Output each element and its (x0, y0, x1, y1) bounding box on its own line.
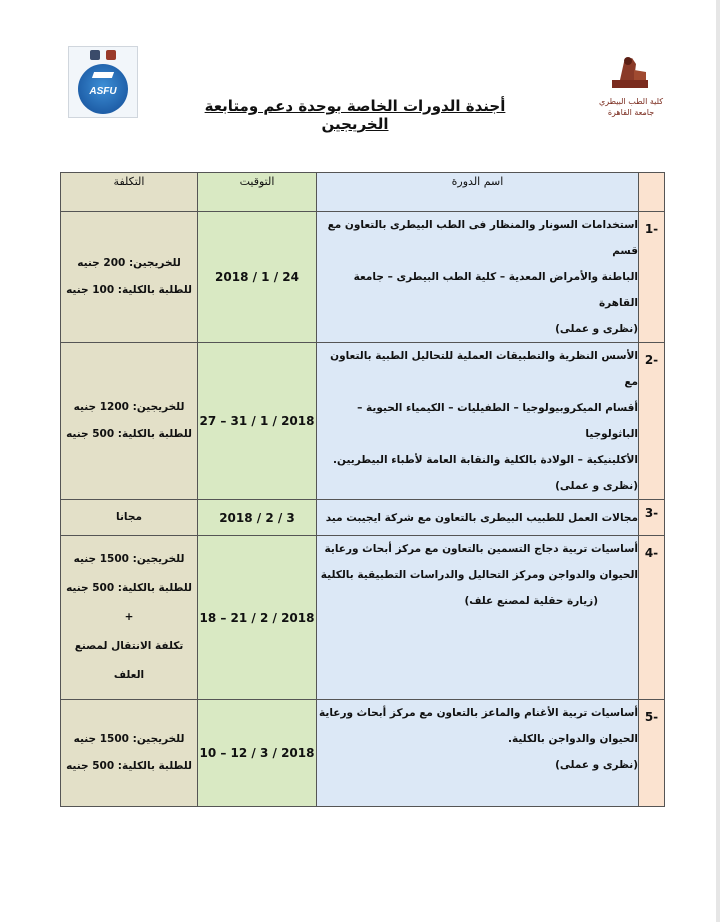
course-name (317, 536, 639, 700)
cost-line: للخريجين: 1500 جنيه (73, 733, 185, 745)
course-name-line: (نظرى و عملى) (555, 323, 638, 335)
cost-line: العلف (113, 669, 145, 681)
faculty-caption-line: جامعة القاهرة (607, 108, 655, 117)
course-cost (61, 212, 198, 343)
row-number (639, 700, 665, 807)
course-date: 18 – 21 / 2 / 2018 (198, 536, 317, 700)
table-row (61, 500, 665, 536)
asfu-logo (68, 46, 138, 118)
course-date: 2018 / 2 / 3 (198, 500, 317, 536)
faculty-caption-line: كلية الطب البيطري (598, 97, 664, 106)
cost-line: + (124, 611, 134, 623)
course-name-line: الحيوان والدواجن ومركز التحاليل والدراسات التطبيقية بالكلية (320, 569, 638, 581)
course-name (317, 343, 639, 500)
course-cost (61, 500, 198, 536)
table-row (61, 700, 665, 807)
header-time: التوقيت (198, 173, 317, 212)
course-date: 27 – 31 / 1 / 2018 (198, 343, 317, 500)
row-number-text: 3- (644, 506, 659, 520)
cost-line: للخريجين: 1500 جنيه (73, 553, 185, 565)
row-number-text: 5- (644, 710, 659, 724)
course-name-line: استخدامات السونار والمنظار فى الطب البيطرى بالتعاون مع قسم (327, 219, 638, 257)
faculty-caption (598, 96, 664, 118)
course-name-line: الباطنة والأمراض المعدية – كلية الطب البيطرى – جامعة القاهرة (353, 271, 638, 309)
course-name-line: (نظرى و عملى) (555, 480, 638, 492)
faculty-logo (598, 44, 664, 124)
faculty-sphinx-icon (606, 52, 654, 92)
page-edge (716, 0, 720, 922)
course-cost (61, 343, 198, 500)
course-name-line: الحيوان والدواجن بالكلية. (508, 733, 638, 745)
course-date: 10 – 12 / 3 / 2018 (198, 700, 317, 807)
cost-line: للطلبة بالكلية: 500 جنيه (66, 428, 192, 440)
university-emblem-icon (90, 50, 100, 60)
course-name-line: الأكلينيكية – الولادة بالكلية والنقابة العامة لأطباء البيطريين. (333, 454, 638, 466)
table-row (61, 212, 665, 343)
course-date: 2018 / 1 / 24 (198, 212, 317, 343)
row-number (639, 343, 665, 500)
course-name (317, 700, 639, 807)
graduation-cap-icon (92, 72, 114, 78)
cost-line: للخريجين: 200 جنيه (77, 257, 181, 269)
row-number-text: 1- (644, 222, 659, 236)
table-row (61, 343, 665, 500)
courses-table (60, 172, 665, 807)
course-name-line: مجالات العمل للطبيب البيطرى بالتعاون مع شركة ايجيبت ميد (325, 511, 638, 524)
table-row (61, 536, 665, 700)
row-number-text: 4- (644, 546, 659, 560)
cost-line: للخريجين: 1200 جنيه (73, 401, 185, 413)
row-number (639, 536, 665, 700)
row-number (639, 500, 665, 536)
course-cost (61, 536, 198, 700)
row-number-text: 2- (644, 353, 659, 367)
course-name-line: (زيارة حقلية لمصنع علف) (464, 595, 598, 607)
faculty-emblem-icon (106, 50, 116, 60)
course-name-line: أقسام الميكروبيولوجيا – الطفيليات – الكيمياء الحيوية – الباثولوجيا (357, 402, 638, 440)
cost-line: للطلبة بالكلية: 500 جنيه (66, 760, 192, 772)
page-title: أجندة الدورات الخاصة بوحدة دعم ومتابعة الخريجين (204, 97, 506, 133)
course-name-line: الأسس النظرية والتطبيقات العملية للتحاليل الطبية بالتعاون مع (330, 350, 638, 388)
emblems (90, 50, 116, 62)
header-num (639, 173, 665, 212)
cost-line: للطلبة بالكلية: 100 جنيه (66, 284, 192, 296)
header-cost: التكلفة (61, 173, 198, 212)
course-cost (61, 700, 198, 807)
cost-line: للطلبة بالكلية: 500 جنيه (66, 582, 192, 594)
course-name (317, 212, 639, 343)
course-name-line: (نظرى و عملى) (555, 759, 638, 771)
course-name-line: أساسيات تربية دجاج التسمين بالتعاون مع مركز أبحاث ورعاية (324, 543, 638, 555)
asfu-circle (78, 64, 128, 114)
cost-line: تكلفة الانتقال لمصنع (74, 640, 184, 652)
header-name: اسم الدورة (317, 173, 639, 212)
course-name (317, 500, 639, 536)
table-header-row (61, 173, 665, 212)
row-number (639, 212, 665, 343)
cost-line: مجانا (116, 511, 142, 523)
asfu-logo-text: ASFU (89, 86, 117, 97)
course-name-line: أساسيات تربية الأغنام والماعز بالتعاون مع مركز أبحاث ورعاية (319, 707, 638, 719)
